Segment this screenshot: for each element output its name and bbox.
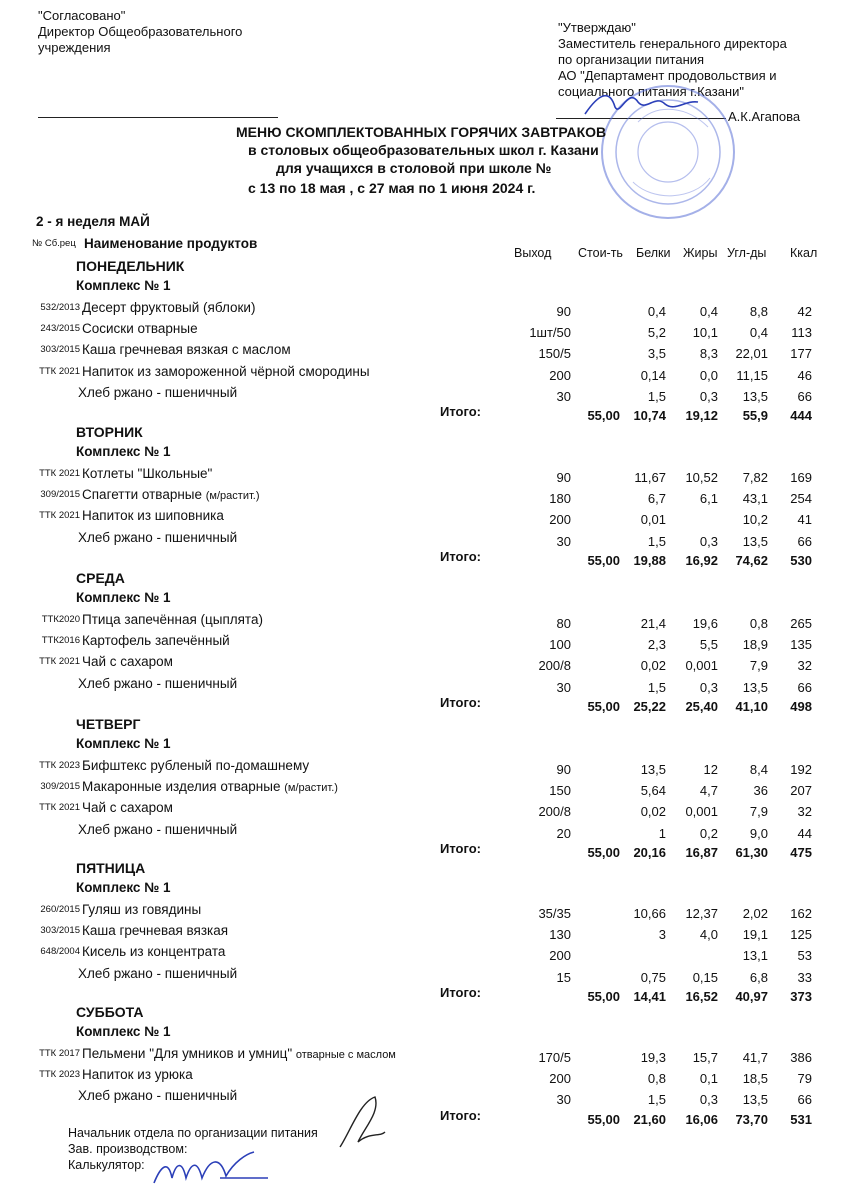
complex-label: Комплекс № 1 (76, 1024, 171, 1039)
col-fat: Жиры (683, 246, 718, 260)
cell-k: 207 (790, 783, 812, 799)
head-signature-icon (330, 1092, 390, 1152)
cell-c: 6,8 (749, 969, 768, 985)
recipe-code: 303/2015 (40, 925, 80, 937)
cell-c: 7,9 (749, 804, 768, 820)
dish-name (82, 487, 260, 502)
col-output: Выход (514, 246, 552, 260)
cell-out: 80 (556, 616, 571, 631)
cell-out: 20 (556, 825, 571, 841)
total-carbs: 55,9 (742, 408, 768, 423)
cell-out: 30 (556, 1092, 571, 1108)
cell-c: 2,02 (742, 906, 768, 921)
footer-production-manager: Зав. производством: (68, 1142, 188, 1156)
recipe-code: 260/2015 (40, 904, 80, 915)
dish-name (82, 300, 255, 315)
recipe-code: ТТК 2017 (39, 1048, 80, 1059)
dish-name (82, 758, 309, 773)
cell-p: 10,66 (633, 906, 666, 921)
cell-k: 254 (790, 491, 812, 507)
cell-c: 7,82 (742, 470, 768, 485)
cell-c: 11,15 (736, 367, 768, 383)
cell-f: 12 (703, 762, 718, 777)
total-carbs: 40,97 (735, 988, 768, 1004)
cell-f: 0,4 (699, 304, 718, 319)
cell-f: 0,3 (699, 1092, 718, 1108)
complex-label: Комплекс № 1 (76, 444, 171, 459)
recipe-code: 243/2015 (40, 323, 80, 335)
dish-name (82, 364, 370, 379)
cell-k: 192 (790, 762, 812, 777)
total-protein: 25,22 (633, 698, 666, 714)
dish-name-text: Картофель запечённый (82, 633, 230, 649)
footer-calculator: Калькулятор: (68, 1158, 145, 1172)
recipe-code: 309/2015 (40, 489, 80, 501)
recipe-code: ТТК 2021 (39, 468, 80, 479)
total-kcal: 530 (790, 552, 812, 568)
cell-f: 6,1 (699, 491, 718, 507)
cell-p: 0,75 (640, 969, 666, 985)
cell-p: 13,5 (640, 762, 666, 777)
cell-c: 7,9 (749, 658, 768, 674)
cell-out: 200 (549, 1071, 571, 1087)
cell-c: 8,8 (749, 304, 768, 319)
cell-k: 41 (797, 512, 812, 528)
cell-f: 8,3 (699, 346, 718, 362)
menu-subtitle: для учащихся в столовой при школе № (276, 160, 552, 176)
recipe-code: 303/2015 (40, 344, 80, 356)
recipe-code: 532/2013 (40, 302, 80, 313)
cell-p: 1,5 (647, 533, 666, 549)
dish-name (78, 530, 237, 545)
cell-p: 11,67 (634, 470, 666, 485)
dish-name-text: Десерт фруктовый (яблоки) (82, 300, 256, 315)
cell-out: 170/5 (538, 1050, 571, 1065)
dish-name (78, 676, 237, 691)
dish-name-text: Напиток из шиповника (82, 508, 224, 524)
dish-name-text: Каша гречневая вязкая (82, 923, 229, 939)
recipe-code: ТТК 2023 (39, 1069, 80, 1081)
approved-line: АО "Департамент продовольствия и (558, 68, 777, 83)
cell-c: 8,4 (749, 762, 768, 777)
agreed-line: Директор Общеобразовательного (38, 24, 243, 39)
cell-f: 15,7 (692, 1050, 718, 1065)
total-cost: 55,00 (587, 552, 620, 568)
dish-name (78, 1088, 237, 1103)
dish-name (82, 633, 230, 648)
calculator-signature-icon (150, 1148, 270, 1188)
total-label: Итого: (440, 548, 481, 564)
cell-k: 33 (797, 969, 812, 985)
dish-name-text: Чай с сахаром (82, 800, 173, 816)
cell-out: 35/35 (538, 906, 571, 921)
total-label: Итого: (440, 694, 481, 710)
dish-name-text: Сосиски отварные (82, 321, 198, 337)
dish-note: (м/растит.) (284, 782, 338, 795)
dish-name (78, 822, 237, 837)
dish-name (82, 944, 225, 959)
cell-out: 150 (549, 783, 571, 799)
cell-out: 200/8 (538, 658, 571, 674)
cell-c: 36 (753, 783, 768, 799)
col-cost: Стои-ть (578, 246, 623, 260)
cell-p: 0,8 (647, 1071, 666, 1087)
dish-name (82, 321, 198, 336)
day-heading: СУББОТА (76, 1004, 144, 1020)
complex-label: Комплекс № 1 (76, 736, 171, 751)
dish-name (82, 1067, 193, 1082)
cell-k: 66 (797, 388, 812, 404)
recipe-code: ТТК 2021 (39, 365, 80, 377)
cell-c: 19,1 (742, 927, 768, 943)
approved-line: социального питания г.Казани" (558, 84, 744, 99)
dish-name (82, 654, 173, 669)
cell-k: 42 (797, 304, 812, 319)
cell-p: 1 (658, 825, 666, 841)
cell-out: 30 (556, 679, 571, 695)
dish-name (78, 966, 237, 981)
recipe-code: ТТК2020 (41, 614, 80, 625)
agreed-block (38, 8, 242, 56)
total-fat: 16,52 (685, 988, 718, 1004)
dish-name (78, 385, 237, 400)
cell-f: 12,37 (685, 906, 718, 921)
dish-name-text: Хлеб ржано - пшеничный (78, 965, 238, 981)
total-protein: 10,74 (633, 408, 666, 423)
dish-name-text: Кисель из концентрата (82, 944, 226, 960)
cell-f: 0,0 (699, 367, 718, 383)
dish-name-text: Хлеб ржано - пшеничный (78, 384, 238, 400)
menu-subtitle: в столовых общеобразовательных школ г. Казани (248, 142, 599, 158)
cell-p: 19,3 (640, 1050, 666, 1065)
cell-f: 0,3 (699, 679, 718, 695)
total-cost: 55,00 (587, 698, 620, 714)
cell-k: 113 (791, 325, 812, 341)
recipe-code: ТТК 2021 (39, 802, 80, 814)
cell-f: 10,1 (692, 325, 718, 341)
cell-k: 53 (797, 948, 812, 964)
dish-name-text: Хлеб ржано - пшеничный (78, 529, 238, 545)
dish-name-text: Бифштекс рубленый по-домашнему (82, 758, 310, 773)
total-carbs: 61,30 (735, 844, 768, 860)
dish-name (82, 612, 263, 627)
dish-name-text: Напиток из урюка (82, 1067, 193, 1083)
cell-p: 0,14 (640, 367, 666, 383)
cell-c: 0,4 (749, 325, 768, 341)
day-heading: ВТОРНИК (76, 424, 143, 440)
cell-k: 125 (790, 927, 812, 943)
cell-c: 13,5 (742, 388, 768, 404)
cell-p: 0,01 (640, 512, 666, 528)
total-protein: 14,41 (633, 988, 666, 1004)
cell-p: 5,2 (647, 325, 666, 341)
cell-k: 66 (797, 679, 812, 695)
dish-name (82, 508, 224, 523)
total-label: Итого: (440, 984, 481, 1000)
cell-k: 162 (790, 906, 812, 921)
cell-out: 130 (549, 927, 571, 943)
cell-f: 0,001 (685, 804, 718, 820)
week-label: 2 - я неделя МАЙ (36, 214, 150, 229)
cell-out: 180 (549, 491, 571, 507)
recipe-code: ТТК 2021 (39, 656, 80, 668)
dish-note: отварные с маслом (295, 1049, 396, 1061)
dish-name-text: Хлеб ржано - пшеничный (78, 675, 238, 691)
cell-f: 19,6 (692, 616, 718, 631)
cell-k: 32 (797, 804, 812, 820)
recipe-code: 309/2015 (40, 781, 80, 793)
cell-k: 46 (797, 367, 812, 383)
cell-c: 10,2 (742, 512, 768, 528)
dish-name-text: Хлеб ржано - пшеничный (78, 1088, 238, 1104)
cell-out: 1шт/50 (529, 325, 571, 341)
col-protein: Белки (636, 246, 671, 260)
cell-out: 200/8 (538, 804, 571, 820)
approved-line: "Утверждаю" (558, 20, 636, 35)
signature-line-left (38, 117, 278, 118)
menu-title: МЕНЮ СКОМПЛЕКТОВАННЫХ ГОРЯЧИХ ЗАВТРАКОВ (236, 124, 607, 140)
cell-c: 43,1 (742, 491, 768, 507)
total-fat: 16,87 (685, 844, 718, 860)
cell-out: 90 (556, 470, 571, 485)
cell-p: 5,64 (640, 783, 666, 799)
cell-out: 90 (556, 762, 571, 777)
total-protein: 19,88 (633, 552, 666, 568)
cell-c: 13,1 (742, 948, 768, 964)
cell-k: 66 (797, 1092, 812, 1108)
cell-p: 1,5 (647, 679, 666, 695)
cell-out: 30 (556, 533, 571, 549)
total-fat: 25,40 (685, 698, 718, 714)
recipe-code: 648/2004 (40, 946, 80, 958)
total-kcal: 373 (790, 988, 812, 1004)
cell-c: 9,0 (749, 825, 768, 841)
cell-out: 100 (549, 637, 571, 653)
dish-name (82, 800, 173, 815)
total-protein: 21,60 (633, 1111, 666, 1127)
dish-name (82, 902, 201, 917)
cell-f: 0,3 (699, 388, 718, 404)
approver-signature-icon (580, 82, 700, 122)
cell-p: 1,5 (647, 388, 666, 404)
day-heading: ЧЕТВЕРГ (76, 716, 141, 732)
cell-out: 150/5 (538, 346, 571, 362)
cell-out: 200 (549, 367, 571, 383)
total-fat: 16,92 (685, 552, 718, 568)
cell-p: 3,5 (647, 346, 666, 362)
footer-head-of-dept: Начальник отдела по организации питания (68, 1126, 318, 1140)
total-protein: 20,16 (633, 844, 666, 860)
total-fat: 16,06 (685, 1111, 718, 1127)
cell-c: 13,5 (742, 679, 768, 695)
total-label: Итого: (440, 404, 481, 419)
cell-k: 32 (797, 658, 812, 674)
agreed-line: учреждения (38, 40, 111, 55)
total-cost: 55,00 (587, 988, 620, 1004)
cell-c: 18,5 (742, 1071, 768, 1087)
recipe-code: ТТК 2021 (39, 510, 80, 522)
complex-label: Комплекс № 1 (76, 880, 171, 895)
complex-label: Комплекс № 1 (76, 590, 171, 605)
dish-name-text: Чай с сахаром (82, 654, 173, 670)
cell-k: 44 (797, 825, 812, 841)
total-label: Итого: (440, 1107, 481, 1123)
approved-line: по организации питания (558, 52, 705, 67)
dish-name-text: Макаронные изделия отварные (82, 779, 285, 795)
col-kcal: Ккал (790, 246, 818, 260)
recipe-code: ТТК2016 (41, 635, 80, 647)
cell-c: 13,5 (742, 1092, 768, 1108)
cell-out: 200 (549, 512, 571, 528)
cell-out: 90 (556, 304, 571, 319)
total-cost: 55,00 (587, 408, 620, 423)
dish-name-text: Котлеты "Школьные" (82, 466, 213, 481)
total-label: Итого: (440, 840, 481, 856)
total-cost: 55,00 (587, 844, 620, 860)
approver-name: А.К.Агапова (728, 109, 801, 124)
dish-name-text: Пельмени "Для умников и умниц" (82, 1046, 296, 1061)
dish-name (82, 466, 212, 481)
total-carbs: 73,70 (735, 1111, 768, 1127)
cell-p: 0,02 (640, 658, 666, 674)
total-kcal: 531 (790, 1111, 812, 1127)
cell-k: 177 (790, 346, 812, 362)
total-cost: 55,00 (587, 1111, 620, 1127)
dish-name-text: Спагетти отварные (82, 487, 206, 503)
total-fat: 19,12 (685, 408, 718, 423)
cell-f: 4,7 (699, 783, 718, 799)
cell-k: 386 (790, 1050, 812, 1065)
col-code: № Сб.рец (32, 238, 76, 249)
cell-f: 4,0 (699, 927, 718, 943)
cell-p: 0,4 (647, 304, 666, 319)
cell-p: 3 (658, 927, 666, 943)
day-heading: ПОНЕДЕЛЬНИК (76, 258, 185, 274)
cell-out: 200 (549, 948, 571, 964)
dish-name-text: Птица запечённая (цыплята) (82, 612, 263, 627)
agreed-line: "Согласовано" (38, 8, 126, 23)
cell-out: 30 (556, 388, 571, 404)
cell-p: 2,3 (647, 637, 666, 653)
cell-f: 0,15 (692, 969, 718, 985)
cell-c: 13,5 (742, 533, 768, 549)
cell-k: 79 (797, 1071, 812, 1087)
cell-f: 5,5 (699, 637, 718, 653)
cell-f: 0,3 (699, 533, 718, 549)
approved-line: Заместитель генерального директора (558, 36, 787, 51)
dish-note: (м/растит.) (205, 490, 260, 503)
cell-out: 15 (556, 969, 571, 985)
dish-name (82, 923, 228, 938)
cell-k: 135 (790, 637, 812, 653)
day-heading: ПЯТНИЦА (76, 860, 146, 876)
complex-label: Комплекс № 1 (76, 278, 171, 293)
dish-name (82, 779, 338, 794)
cell-k: 66 (797, 533, 812, 549)
cell-f: 0,1 (699, 1071, 718, 1087)
cell-p: 1,5 (647, 1092, 666, 1108)
cell-p: 6,7 (647, 491, 666, 507)
dish-name-text: Каша гречневая вязкая с маслом (82, 342, 291, 358)
total-kcal: 444 (790, 408, 812, 423)
cell-c: 22,01 (735, 346, 768, 362)
cell-c: 41,7 (742, 1050, 768, 1065)
day-heading: СРЕДА (76, 570, 125, 586)
cell-f: 0,2 (699, 825, 718, 841)
menu-dates: с 13 по 18 мая , с 27 мая по 1 июня 2024 г. (248, 180, 536, 196)
total-carbs: 41,10 (735, 698, 768, 714)
cell-k: 169 (790, 470, 812, 485)
dish-name (82, 1046, 396, 1061)
total-kcal: 475 (790, 844, 812, 860)
cell-f: 0,001 (685, 658, 718, 674)
dish-name-text: Гуляш из говядины (82, 902, 202, 917)
dish-name-text: Напиток из замороженной чёрной смородины (82, 363, 370, 379)
cell-p: 0,02 (640, 804, 666, 820)
col-name: Наименование продуктов (84, 236, 258, 251)
cell-p: 21,4 (640, 616, 666, 631)
total-kcal: 498 (790, 698, 812, 714)
cell-f: 10,52 (685, 470, 718, 485)
total-carbs: 74,62 (735, 552, 768, 568)
dish-name-text: Хлеб ржано - пшеничный (78, 821, 238, 837)
cell-c: 0,8 (749, 616, 768, 631)
cell-c: 18,9 (742, 637, 768, 653)
recipe-code: ТТК 2023 (39, 760, 80, 771)
col-carbs: Угл-ды (727, 246, 767, 260)
cell-k: 265 (790, 616, 812, 631)
dish-name (82, 342, 291, 357)
